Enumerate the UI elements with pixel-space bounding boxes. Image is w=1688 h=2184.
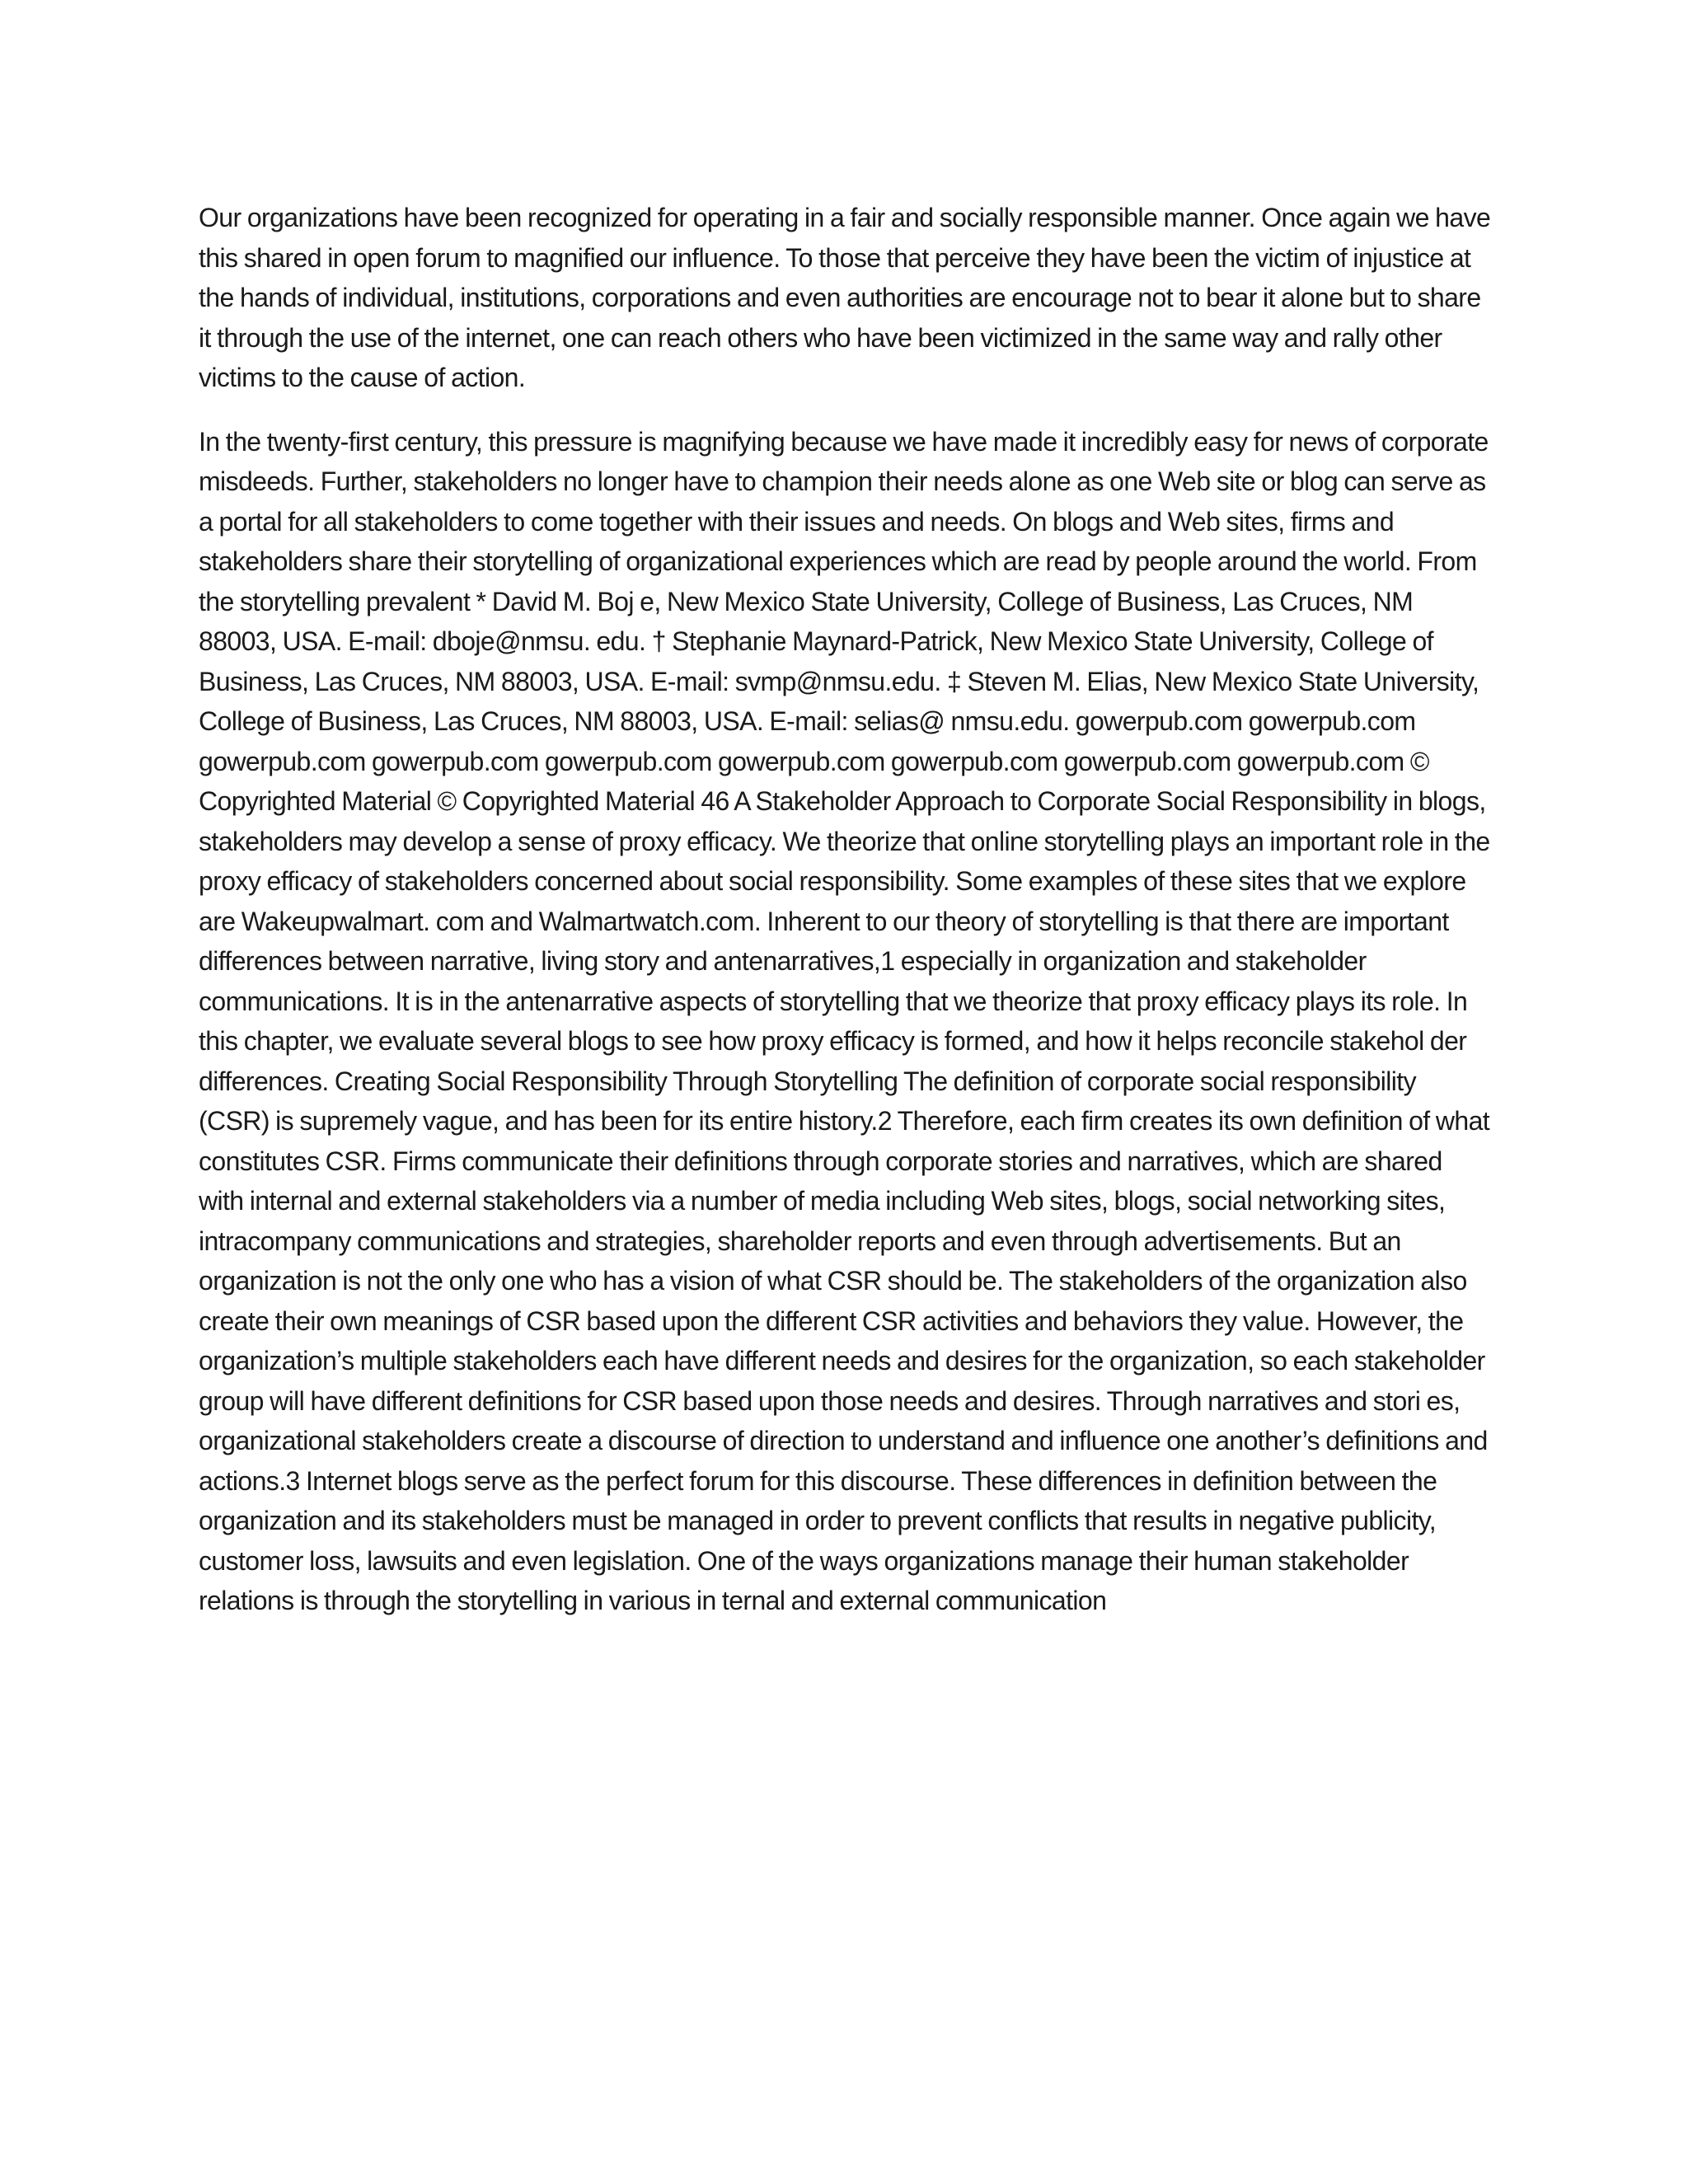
paragraph-2: In the twenty-first century, this pressure is magnifying because we have made it incredibly easy for news of corporate misdeeds. Further, stakeholders no longer have to champion their needs alone as one Web site or blog can serve as a portal for all stakeholders to come together with their issues and needs. On blogs and Web sites, firms and stakeholders share their storytelling of organizational experiences which are read by people around the world. From the storytelling prevalent * David M. Boj e, New Mexico State University, College of Business, Las Cruces, NM 88003, USA. E-mail: dboje@nmsu. edu. † Stephanie Maynard-Patrick, New Mexico State University, College of Business, Las Cruces, NM 88003, USA. E-mail: svmp@nmsu.edu. ‡ Steven M. Elias, New Mexico State University, College of Business, Las Cruces, NM 88003, USA. E-mail: selias@ nmsu.edu. gowerpub.com gowerpub.com gowerpub.com gowerpub.com gowerpub.com gowerpub.com gowerpub.com gowerpub.com gowerpub.com © Copyrighted Material © Copyrighted Material 46 A Stakeholder Approach to Corporate Social Responsibility in blogs, stakeholders may develop a sense of proxy efficacy. We theorize that online storytelling plays an important role in the proxy efficacy of stakeholders concerned about social responsibility. Some examples of these sites that we explore are Wakeupwalmart. com and Walmartwatch.com. Inherent to our theory of storytelling is that there are important differences between narrative, living story and antenarratives,1 especially in organization and stakeholder communications. It is in the antenarrative aspects of storytelling that we theorize that proxy efficacy plays its role. In this chapter, we evaluate several blogs to see how proxy efficacy is formed, and how it helps reconcile stakehol der differences. Creating Social Responsibility Through Storytelling The definition of corporate social responsibility (CSR) is supremely vague, and has been for its entire history.2 Therefore, each firm creates its own definition of what constitutes CSR. Firms communicate their definitions through corporate stories and narratives, which are shared with internal and external stakeholders via a number of media including Web sites, blogs, social networking sites, intracompany communications and strategies, shareholder reports and even through advertisements. But an organization is not the only one who has a vision of what CSR should be. The stakeholders of the organization also create their own meanings of CSR based upon the different CSR activities and behaviors they value. However, the organization’s multiple stakeholders each have different needs and desires for the organization, so each stakeholder group will have different definitions for CSR based upon those needs and desires. Through narratives and stori es, organizational stakeholders create a discourse of direction to understand and influence one another’s definitions and actions.3 Internet blogs serve as the perfect forum for this discourse. These differences in definition between the organization and its stakeholders must be managed in order to prevent conflicts that results in negative publicity, customer loss, lawsuits and even legislation. One of the ways organizations manage their human stakeholder relations is through the storytelling in various in ternal and external communication	[199, 426, 1490, 1615]
paragraph-1: Our organizations have been recognized for operating in a fair and socially responsible manner. Once again we have this shared in open forum to magnified our influence. To those that perceive they have been the victim of injustice at the hands of individual, institutions, corporations and even authorities are encourage not to bear it alone but to share it through the use of the internet, one can reach others who have been victimized in the same way and rally other victims to the cause of action.	[199, 203, 1491, 392]
body-text	[199, 198, 1493, 1621]
